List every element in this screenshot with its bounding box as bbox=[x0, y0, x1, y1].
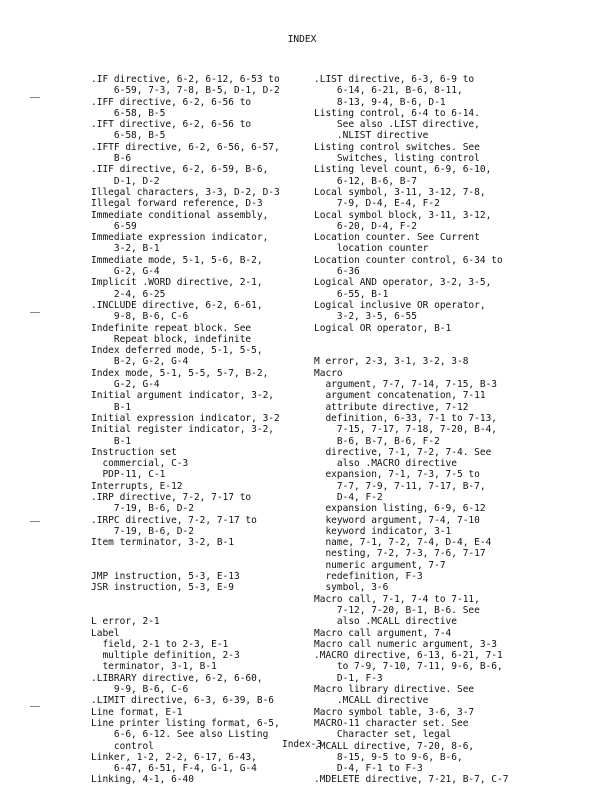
index-entry-line: G-2, G-4 bbox=[91, 379, 160, 391]
index-entry-line: D-4, F-2 bbox=[314, 491, 383, 503]
index-entry-line: Interrupts, E-12 bbox=[91, 480, 183, 492]
index-entry-line bbox=[314, 345, 574, 356]
index-entry-line: L error, 2-1 bbox=[91, 616, 160, 628]
index-entry-line: Listing level count, 6-9, 6-10, bbox=[314, 164, 492, 176]
index-entry-line: attribute directive, 7-12 bbox=[314, 401, 469, 413]
index-entry-line: MACRO-11 character set. See bbox=[314, 717, 469, 729]
index-entry-line: 6-20, D-4, F-2 bbox=[314, 220, 417, 232]
index-entry-line: B-1 bbox=[91, 401, 132, 413]
index-entry-line: Line printer listing format, 6-5, bbox=[91, 717, 280, 729]
index-entry-line: name, 7-1, 7-2, 7-4, D-4, E-4 bbox=[314, 537, 492, 549]
index-entry-line: Listing control switches. See bbox=[314, 141, 480, 153]
index-entry-line: Instruction set bbox=[91, 446, 177, 458]
index-entry-line: .NLIST directive bbox=[314, 130, 429, 142]
index-entry-line: Immediate conditional assembly, bbox=[91, 209, 269, 221]
index-entry-line: 6-6, 6-12. See also Listing bbox=[91, 729, 269, 741]
margin-mark bbox=[30, 706, 40, 707]
index-entry-line: JSR instruction, 5-3, E-9 bbox=[91, 582, 234, 594]
index-entry-line: field, 2-1 to 2-3, E-1 bbox=[91, 638, 229, 650]
index-entry-line: Illegal characters, 3-3, D-2, D-3 bbox=[91, 186, 280, 198]
index-entry-line: keyword indicator, 3-1 bbox=[314, 525, 452, 537]
index-entry-line: Macro call argument, 7-4 bbox=[314, 627, 452, 639]
index-entry-line: expansion listing, 6-9, 6-12 bbox=[314, 503, 486, 515]
index-entry-line: Indefinite repeat block. See bbox=[91, 322, 252, 334]
index-entry-line: Listing control, 6-4 to 6-14. bbox=[314, 107, 480, 119]
index-entry-line: commercial, C-3 bbox=[91, 458, 189, 470]
index-entry-line: 6-58, B-5 bbox=[91, 130, 166, 142]
index-entry-line: 2-4, 6-25 bbox=[91, 288, 166, 300]
index-entry-line bbox=[91, 548, 311, 559]
index-entry-line: Logical AND operator, 3-2, 3-5, bbox=[314, 277, 492, 289]
index-entry-line: M error, 2-3, 3-1, 3-2, 3-8 bbox=[314, 356, 469, 368]
index-entry-line: Local symbol, 3-11, 3-12, 7-8, bbox=[314, 186, 486, 198]
index-entry-line: .IF directive, 6-2, 6-12, 6-53 to bbox=[91, 74, 280, 85]
index-entry-line: 3-2, 3-5, 6-55 bbox=[314, 311, 417, 323]
index-entry-line: Logical inclusive OR operator, bbox=[314, 299, 486, 311]
index-entry-line: terminator, 3-1, B-1 bbox=[91, 661, 217, 673]
index-entry-line: Macro bbox=[314, 367, 343, 379]
index-entry-line: also .MCALL directive bbox=[314, 616, 457, 628]
index-entry-line: Initial argument indicator, 3-2, bbox=[91, 390, 275, 402]
index-entry-line: .IRP directive, 7-2, 7-17 to bbox=[91, 491, 252, 503]
index-entry-line: D-1, F-3 bbox=[314, 672, 383, 684]
index-entry-line: .INCLUDE directive, 6-2, 6-61, bbox=[91, 299, 263, 311]
margin-mark bbox=[30, 312, 40, 313]
index-entry-line: argument, 7-7, 7-14, 7-15, B-3 bbox=[314, 379, 498, 391]
index-entry-line: 7-19, B-6, D-2 bbox=[91, 503, 194, 515]
index-entry-line: .MCALL directive, 7-20, 8-6, bbox=[314, 740, 475, 752]
index-entry-line: control bbox=[91, 740, 154, 752]
margin-mark bbox=[30, 97, 40, 98]
page-number: Index-3 bbox=[281, 739, 323, 750]
index-entry-line: B-6, B-7, B-6, F-2 bbox=[314, 435, 440, 447]
index-entry-line: .LIST directive, 6-3, 6-9 to bbox=[314, 74, 475, 85]
index-entry-line: Linking, 4-1, 6-40 bbox=[91, 774, 194, 786]
index-entry-line: Macro library directive. See bbox=[314, 684, 475, 696]
index-entry-line: .MDELETE directive, 7-21, B-7, C-7 bbox=[314, 774, 509, 786]
index-entry-line: B-2, G-2, G-4 bbox=[91, 356, 189, 368]
index-entry-line: 6-14, 6-21, B-6, 8-11, bbox=[314, 85, 463, 97]
index-entry-line: Item terminator, 3-2, B-1 bbox=[91, 537, 234, 549]
index-entry-line: 6-36 bbox=[314, 266, 360, 278]
index-entry-line: Implicit .WORD directive, 2-1, bbox=[91, 277, 263, 289]
index-entry-line: numeric argument, 7-7 bbox=[314, 559, 446, 571]
index-entry-line: See also .LIST directive, bbox=[314, 119, 480, 131]
index-entry-line: 6-58, B-5 bbox=[91, 107, 166, 119]
index-entry-line: Immediate expression indicator, bbox=[91, 232, 269, 244]
index-entry-line: Line format, E-1 bbox=[91, 706, 183, 718]
index-entry-line: .IRPC directive, 7-2, 7-17 to bbox=[91, 514, 257, 526]
index-entry-line: Switches, listing control bbox=[314, 153, 480, 165]
index-column-right bbox=[314, 74, 574, 786]
index-entry-line: keyword argument, 7-4, 7-10 bbox=[314, 514, 480, 526]
index-entry-line: to 7-9, 7-10, 7-11, 9-6, B-6, bbox=[314, 661, 503, 673]
index-entry-line: expansion, 7-1, 7-3, 7-5 to bbox=[314, 469, 480, 481]
index-entry-line: B-6 bbox=[91, 153, 132, 165]
index-entry-line: D-4, F-1 to F-3 bbox=[314, 763, 423, 775]
index-entry-line bbox=[91, 605, 311, 616]
index-entry-line: Index deferred mode, 5-1, 5-5, bbox=[91, 345, 263, 357]
index-entry-line: 6-12, B-6, B-7 bbox=[314, 175, 417, 187]
index-entry-line: .IFTF directive, 6-2, 6-56, 6-57, bbox=[91, 141, 280, 153]
index-entry-line: .LIMIT directive, 6-3, 6-39, B-6 bbox=[91, 695, 275, 707]
index-entry-line: 9-8, B-6, C-6 bbox=[91, 311, 189, 323]
index-entry-line: PDP-11, C-1 bbox=[91, 469, 166, 481]
index-entry-line: JMP instruction, 5-3, E-13 bbox=[91, 571, 240, 583]
index-entry-line: Label bbox=[91, 627, 120, 639]
index-entry-line: Initial register indicator, 3-2, bbox=[91, 424, 275, 436]
index-entry-line: 3-2, B-1 bbox=[91, 243, 160, 255]
index-entry-line: D-1, D-2 bbox=[91, 175, 160, 187]
index-entry-line: .MACRO directive, 6-13, 6-21, 7-1 bbox=[314, 650, 503, 662]
index-entry-line: Macro call numeric argument, 3-3 bbox=[314, 638, 498, 650]
index-entry-line: Linker, 1-2, 2-2, 6-17, 6-43, bbox=[91, 751, 257, 763]
index-entry-line: Location counter. See Current bbox=[314, 232, 480, 244]
index-entry-line: 7-19, B-6, D-2 bbox=[91, 525, 194, 537]
index-entry-line: also .MACRO directive bbox=[314, 458, 457, 470]
index-entry-line bbox=[314, 334, 574, 345]
index-entry-line: .LIBRARY directive, 6-2, 6-60, bbox=[91, 672, 263, 684]
index-entry-line: Local symbol block, 3-11, 3-12, bbox=[314, 209, 492, 221]
index-entry-line: 7-15, 7-17, 7-18, 7-20, B-4, bbox=[314, 424, 498, 436]
index-entry-line: 8-13, 9-4, B-6, D-1 bbox=[314, 96, 446, 108]
index-entry-line: directive, 7-1, 7-2, 7-4. See bbox=[314, 446, 492, 458]
index-entry-line: 6-59 bbox=[91, 220, 137, 232]
index-entry-line: .IIF directive, 6-2, 6-59, B-6, bbox=[91, 164, 269, 176]
index-column-left bbox=[91, 74, 311, 786]
index-entry-line: Illegal forward reference, D-3 bbox=[91, 198, 263, 210]
index-entry-line: Repeat block, indefinite bbox=[91, 333, 252, 345]
page-title: INDEX bbox=[287, 34, 317, 45]
index-entry-line: 7-7, 7-9, 7-11, 7-17, B-7, bbox=[314, 480, 486, 492]
index-entry-line: Character set, legal bbox=[314, 729, 452, 741]
index-entry-line: 7-9, D-4, E-4, F-2 bbox=[314, 198, 440, 210]
index-entry-line bbox=[91, 560, 311, 571]
index-entry-line: multiple definition, 2-3 bbox=[91, 650, 240, 662]
index-entry-line: .IFF directive, 6-2, 6-56 to bbox=[91, 96, 252, 108]
index-entry-line: Macro call, 7-1, 7-4 to 7-11, bbox=[314, 593, 480, 605]
index-entry-line bbox=[91, 594, 311, 605]
index-entry-line: definition, 6-33, 7-1 to 7-13, bbox=[314, 412, 498, 424]
index-entry-line: argument concatenation, 7-11 bbox=[314, 390, 486, 402]
index-entry-line: .IFT directive, 6-2, 6-56 to bbox=[91, 119, 252, 131]
index-entry-line: Logical OR operator, B-1 bbox=[314, 322, 452, 334]
index-entry-line: 7-12, 7-20, B-1, B-6. See bbox=[314, 604, 480, 616]
margin-mark bbox=[30, 521, 40, 522]
index-entry-line: 6-59, 7-3, 7-8, B-5, D-1, D-2 bbox=[91, 85, 280, 97]
index-entry-line: nesting, 7-2, 7-3, 7-6, 7-17 bbox=[314, 548, 486, 560]
index-entry-line: symbol, 3-6 bbox=[314, 582, 389, 594]
index-entry-line: redefinition, F-3 bbox=[314, 571, 423, 583]
index-entry-line: location counter bbox=[314, 243, 429, 255]
index-entry-line: Initial expression indicator, 3-2 bbox=[91, 412, 280, 424]
index-entry-line: B-1 bbox=[91, 435, 132, 447]
index-entry-line: 8-15, 9-5 to 9-6, B-6, bbox=[314, 751, 463, 763]
index-entry-line: G-2, G-4 bbox=[91, 266, 160, 278]
index-entry-line: 6-47, 6-51, F-4, G-1, G-4 bbox=[91, 763, 257, 775]
index-entry-line: Index mode, 5-1, 5-5, 5-7, B-2, bbox=[91, 367, 269, 379]
index-entry-line: .MCALL directive bbox=[314, 695, 429, 707]
index-entry-line: Macro symbol table, 3-6, 3-7 bbox=[314, 706, 475, 718]
index-entry-line: Location counter control, 6-34 to bbox=[314, 254, 503, 266]
index-entry-line: 6-55, B-1 bbox=[314, 288, 389, 300]
index-entry-line: 9-9, B-6, C-6 bbox=[91, 684, 189, 696]
index-entry-line: Immediate mode, 5-1, 5-6, B-2, bbox=[91, 254, 263, 266]
